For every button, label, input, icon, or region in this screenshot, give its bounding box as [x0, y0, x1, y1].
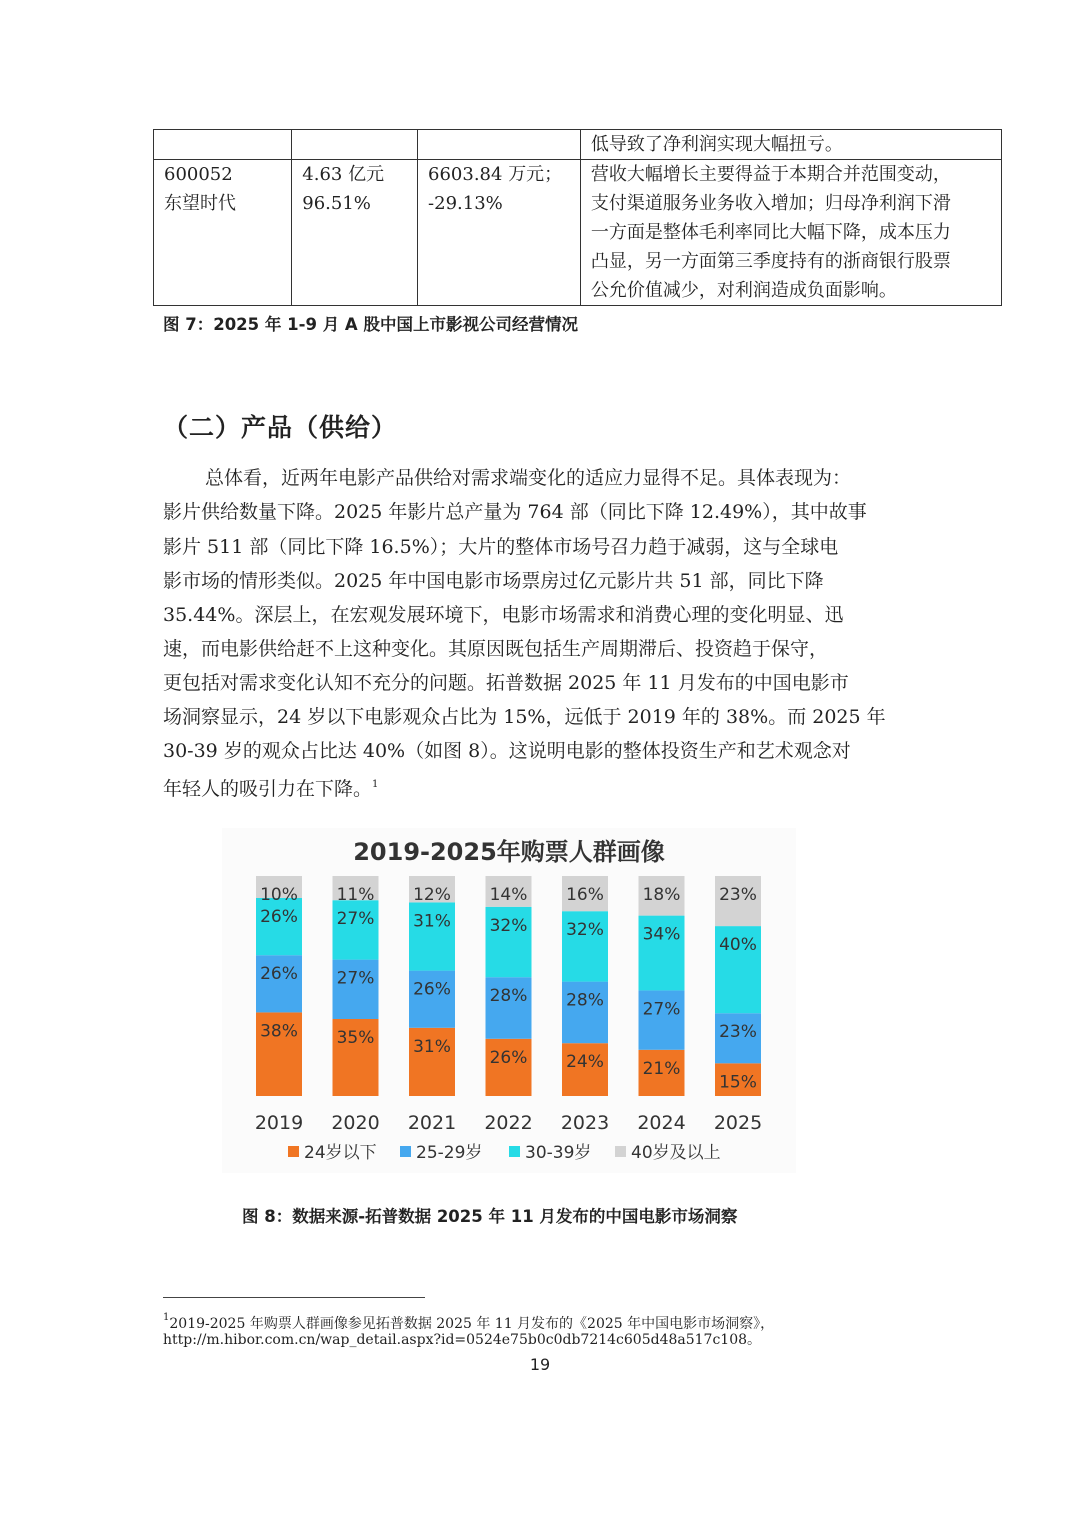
legend-label: 30-39岁	[525, 1143, 592, 1163]
data-label: 16%	[566, 885, 604, 905]
table-cell	[292, 160, 418, 306]
x-tick-label: 2023	[560, 1112, 610, 1134]
data-label: 14%	[489, 885, 528, 905]
paragraph-line: 总体看，近两年电影产品供给对需求端变化的适应力显得不足。具体表现为：	[205, 467, 852, 489]
data-label: 12%	[413, 885, 451, 905]
legend-swatch	[400, 1146, 411, 1157]
legend-swatch	[509, 1146, 520, 1157]
company-name: 东望时代	[164, 193, 236, 214]
table-row	[154, 130, 1002, 160]
x-tick-label: 2019	[254, 1112, 304, 1134]
data-label: 24%	[566, 1052, 604, 1073]
data-label: 15%	[719, 1072, 757, 1093]
footnote-reference[interactable]: 1	[372, 779, 379, 790]
data-label: 26%	[489, 1047, 528, 1068]
data-label: 18%	[642, 885, 681, 905]
revenue-change: 96.51%	[302, 193, 371, 214]
data-label: 11%	[336, 885, 375, 905]
cell-text: 公允价值减少，对利润造成负面影响。	[590, 280, 897, 301]
x-tick-label: 2024	[637, 1112, 686, 1134]
paragraph-line: 更包括对需求变化认知不充分的问题。拓普数据 2025 年 11 月发布的中国电影市	[163, 672, 849, 694]
data-label: 21%	[642, 1058, 681, 1079]
paragraph-line: 影片 511 部（同比下降 16.5%）；大片的整体市场号召力趋于减弱，这与全球电	[163, 536, 839, 558]
data-label: 27%	[336, 909, 375, 930]
data-label: 23%	[719, 1022, 757, 1043]
footnote-mark: 1	[163, 1312, 170, 1323]
legend-label: 24岁以下	[304, 1143, 377, 1163]
data-label: 27%	[336, 968, 375, 989]
cell-text: 营收大幅增长主要得益于本期合并范围变动，	[590, 164, 951, 185]
table-cell	[418, 130, 581, 160]
data-label: 38%	[260, 1021, 298, 1042]
legend-label: 25-29岁	[416, 1143, 483, 1163]
table-cell	[154, 130, 292, 160]
paragraph-line	[163, 768, 378, 806]
data-label: 35%	[336, 1028, 375, 1048]
data-label: 27%	[642, 999, 681, 1020]
revenue: 4.63 亿元	[302, 164, 385, 185]
table-cell	[418, 160, 581, 306]
page-number: 19	[529, 1355, 551, 1374]
net-profit: 6603.84 万元；	[428, 164, 563, 185]
paragraph-line: 35.44%。深层上，在宏观发展环境下，电影市场需求和消费心理的变化明显、迅	[163, 604, 844, 626]
legend-swatch	[615, 1146, 626, 1157]
footnote-url[interactable]: http://m.hibor.com.cn/wap_detail.aspx?id=0524e75b0c0db7214c605d48a517c108。	[163, 1332, 762, 1348]
paragraph-line: 影市场的情形类似。2025 年中国电影市场票房过亿元影片共 51 部，同比下降	[163, 570, 824, 592]
x-tick-label: 2022	[484, 1112, 533, 1134]
paragraph-line: 影片供给数量下降。2025 年影片总产量为 764 部（同比下降 12.49%），其中故事	[163, 501, 867, 523]
table-cell	[580, 130, 1001, 160]
company-table	[153, 129, 1002, 306]
paragraph-line: 场洞察显示，24 岁以下电影观众占比为 15%，远低于 2019 年的 38%。而 2025 年	[163, 706, 886, 728]
data-label: 32%	[489, 915, 528, 936]
table-row	[154, 160, 1002, 306]
footnote-divider	[163, 1297, 425, 1298]
paragraph-text: 年轻人的吸引力在下降。	[163, 778, 373, 800]
x-tick-label: 2020	[331, 1112, 380, 1134]
figure-caption: 图 8：数据来源-拓普数据 2025 年 11 月发布的中国电影市场洞察	[242, 1207, 738, 1226]
age-distribution-chart	[222, 828, 796, 1173]
chart-title: 2019-2025年购票人群画像	[353, 838, 665, 866]
data-label: 32%	[566, 920, 604, 941]
cell-text: 一方面是整体毛利率同比大幅下降，成本压力	[590, 222, 951, 243]
paragraph-line: 速，而电影供给赶不上这种变化。其原因既包括生产周期滞后、投资趋于保守，	[163, 638, 829, 660]
x-tick-label: 2021	[407, 1112, 457, 1134]
stock-code: 600052	[164, 164, 233, 185]
data-label: 31%	[413, 1036, 451, 1057]
legend-label: 40岁及以上	[631, 1143, 721, 1163]
cell-text: 支付渠道服务业务收入增加；归母净利润下滑	[590, 193, 951, 214]
net-profit-change: -29.13%	[428, 193, 503, 214]
data-label: 40%	[719, 935, 757, 956]
table-cell	[580, 160, 1001, 306]
paragraph-line: 30-39 岁的观众占比达 40%（如图 8）。这说明电影的整体投资生产和艺术观念对	[163, 740, 851, 762]
data-label: 31%	[413, 911, 451, 932]
x-tick-label: 2025	[713, 1112, 763, 1134]
section-title: （二）产品（供给）	[163, 413, 398, 442]
data-label: 28%	[566, 990, 604, 1011]
table-caption: 图 7：2025 年 1-9 月 A 股中国上市影视公司经营情况	[163, 315, 578, 334]
legend-swatch	[288, 1146, 299, 1157]
data-label: 26%	[260, 964, 298, 985]
table-cell	[292, 130, 418, 160]
data-label: 34%	[642, 924, 681, 945]
data-label: 26%	[260, 907, 298, 927]
data-label: 26%	[413, 979, 451, 1000]
cell-text: 凸显，另一方面第三季度持有的浙商银行股票	[590, 251, 951, 272]
data-label: 28%	[489, 986, 528, 1007]
footnote-text: 2019-2025 年购票人群画像参见拓普数据 2025 年 11 月发布的《2025 年中国电影市场洞察》，	[169, 1316, 775, 1332]
cell-text: 低导致了净利润实现大幅扭亏。	[590, 134, 843, 155]
data-label: 23%	[719, 885, 757, 905]
table-cell	[154, 160, 292, 306]
data-label: 10%	[260, 885, 298, 905]
